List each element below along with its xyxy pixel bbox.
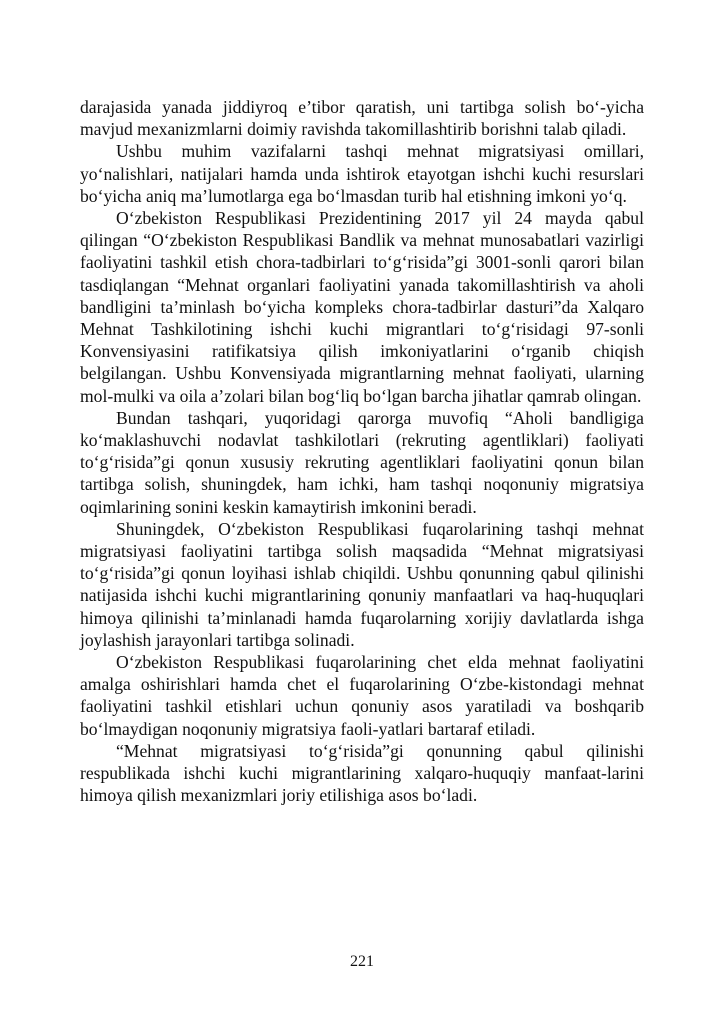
paragraph: Bundan tashqari, yuqoridagi qarorga muvofiq “Aholi bandligiga ko‘maklashuvchi nodavlat tashkilotlari (rekruting agentliklari) faoliyati to‘g‘risida”gi qonun xususiy rekruting agentliklari faoliyatini qonun bilan tartibga solish, shuningdek, ham ichki, ham tashqi noqonuniy migratsiya oqimlarining sonini keskin kamaytirish imkonini beradi. xyxy=(80,407,644,517)
paragraph: Shuningdek, O‘zbekiston Respublikasi fuqarolarining tashqi mehnat migratsiyasi faoliyatini tartibga solish maqsadida “Mehnat migratsiyasi to‘g‘risida”gi qonun loyihasi ishlab chiqildi. Ushbu qonunning qabul qilinishi natijasida ishchi kuchi migrantlarining qonuniy manfaatlari va haq-huquqlari himoya qilinishi ta’minlanadi hamda fuqarolarning xorijiy davlatlarda ishga joylashish jarayonlari tartibga solinadi. xyxy=(80,518,644,650)
paragraph: Ushbu muhim vazifalarni tashqi mehnat migratsiyasi omillari, yo‘nalishlari, natijalari hamda unda ishtirok etayotgan ishchi kuchi resurslari bo‘yicha aniq ma’lumotlarga ega bo‘lmasdan turib hal etishning imkoni yo‘q. xyxy=(80,141,644,206)
paragraph: O‘zbekiston Respublikasi fuqarolarining chet elda mehnat faoliyatini amalga oshirishlari hamda chet el fuqarolarining O‘zbe-kistondagi mehnat faoliyatini tashkil etishlari uchun qonuniy asos yaratiladi va boshqarib bo‘lmaydigan noqonuniy migratsiya faoli-yatlari bartaraf etiladi. xyxy=(80,652,644,739)
paragraph: “Mehnat migratsiyasi to‘g‘risida”gi qonunning qabul qilinishi respublikada ishchi kuchi migrantlarining xalqaro-huquqiy manfaat-larini himoya qilish mexanizmlari joriy etilishiga asos bo‘ladi. xyxy=(80,740,644,806)
paragraph: O‘zbekiston Respublikasi Prezidentining 2017 yil 24 mayda qabul qilingan “O‘zbekiston Respublikasi Bandlik va mehnat munosabatlari vazirligi faoliyatini tashkil etish chora-tadbirlari to‘g‘risida”gi 3001-sonli qarori bilan tasdiqlangan “Mehnat organlari faoliyatini yanada takomillashtirish va aholi bandligini ta’minlash bo‘yicha kompleks chora-tadbirlar dasturi”da Xalqaro Mehnat Tashkilotining ishchi kuchi migrantlari to‘g‘risidagi 97-sonli Konvensiyasini ratifikatsiya qilish imkoniyatlarini o‘rganib chiqish belgilangan. Ushbu Konvensiyada migrantlarning mehnat faoliyati, ularning mol-mulki va oila a’zolari bilan bog‘liq bo‘lgan barcha jihatlar qamrab olingan. xyxy=(80,208,644,406)
page-body xyxy=(80,96,644,807)
page-number: 221 xyxy=(350,953,374,970)
paragraph-continuation: darajasida yanada jiddiyroq e’tibor qaratish, uni tartibga solish bo‘-yicha mavjud mexanizmlarni doimiy ravishda takomillashtirib borishni talab qiladi. xyxy=(80,97,644,140)
